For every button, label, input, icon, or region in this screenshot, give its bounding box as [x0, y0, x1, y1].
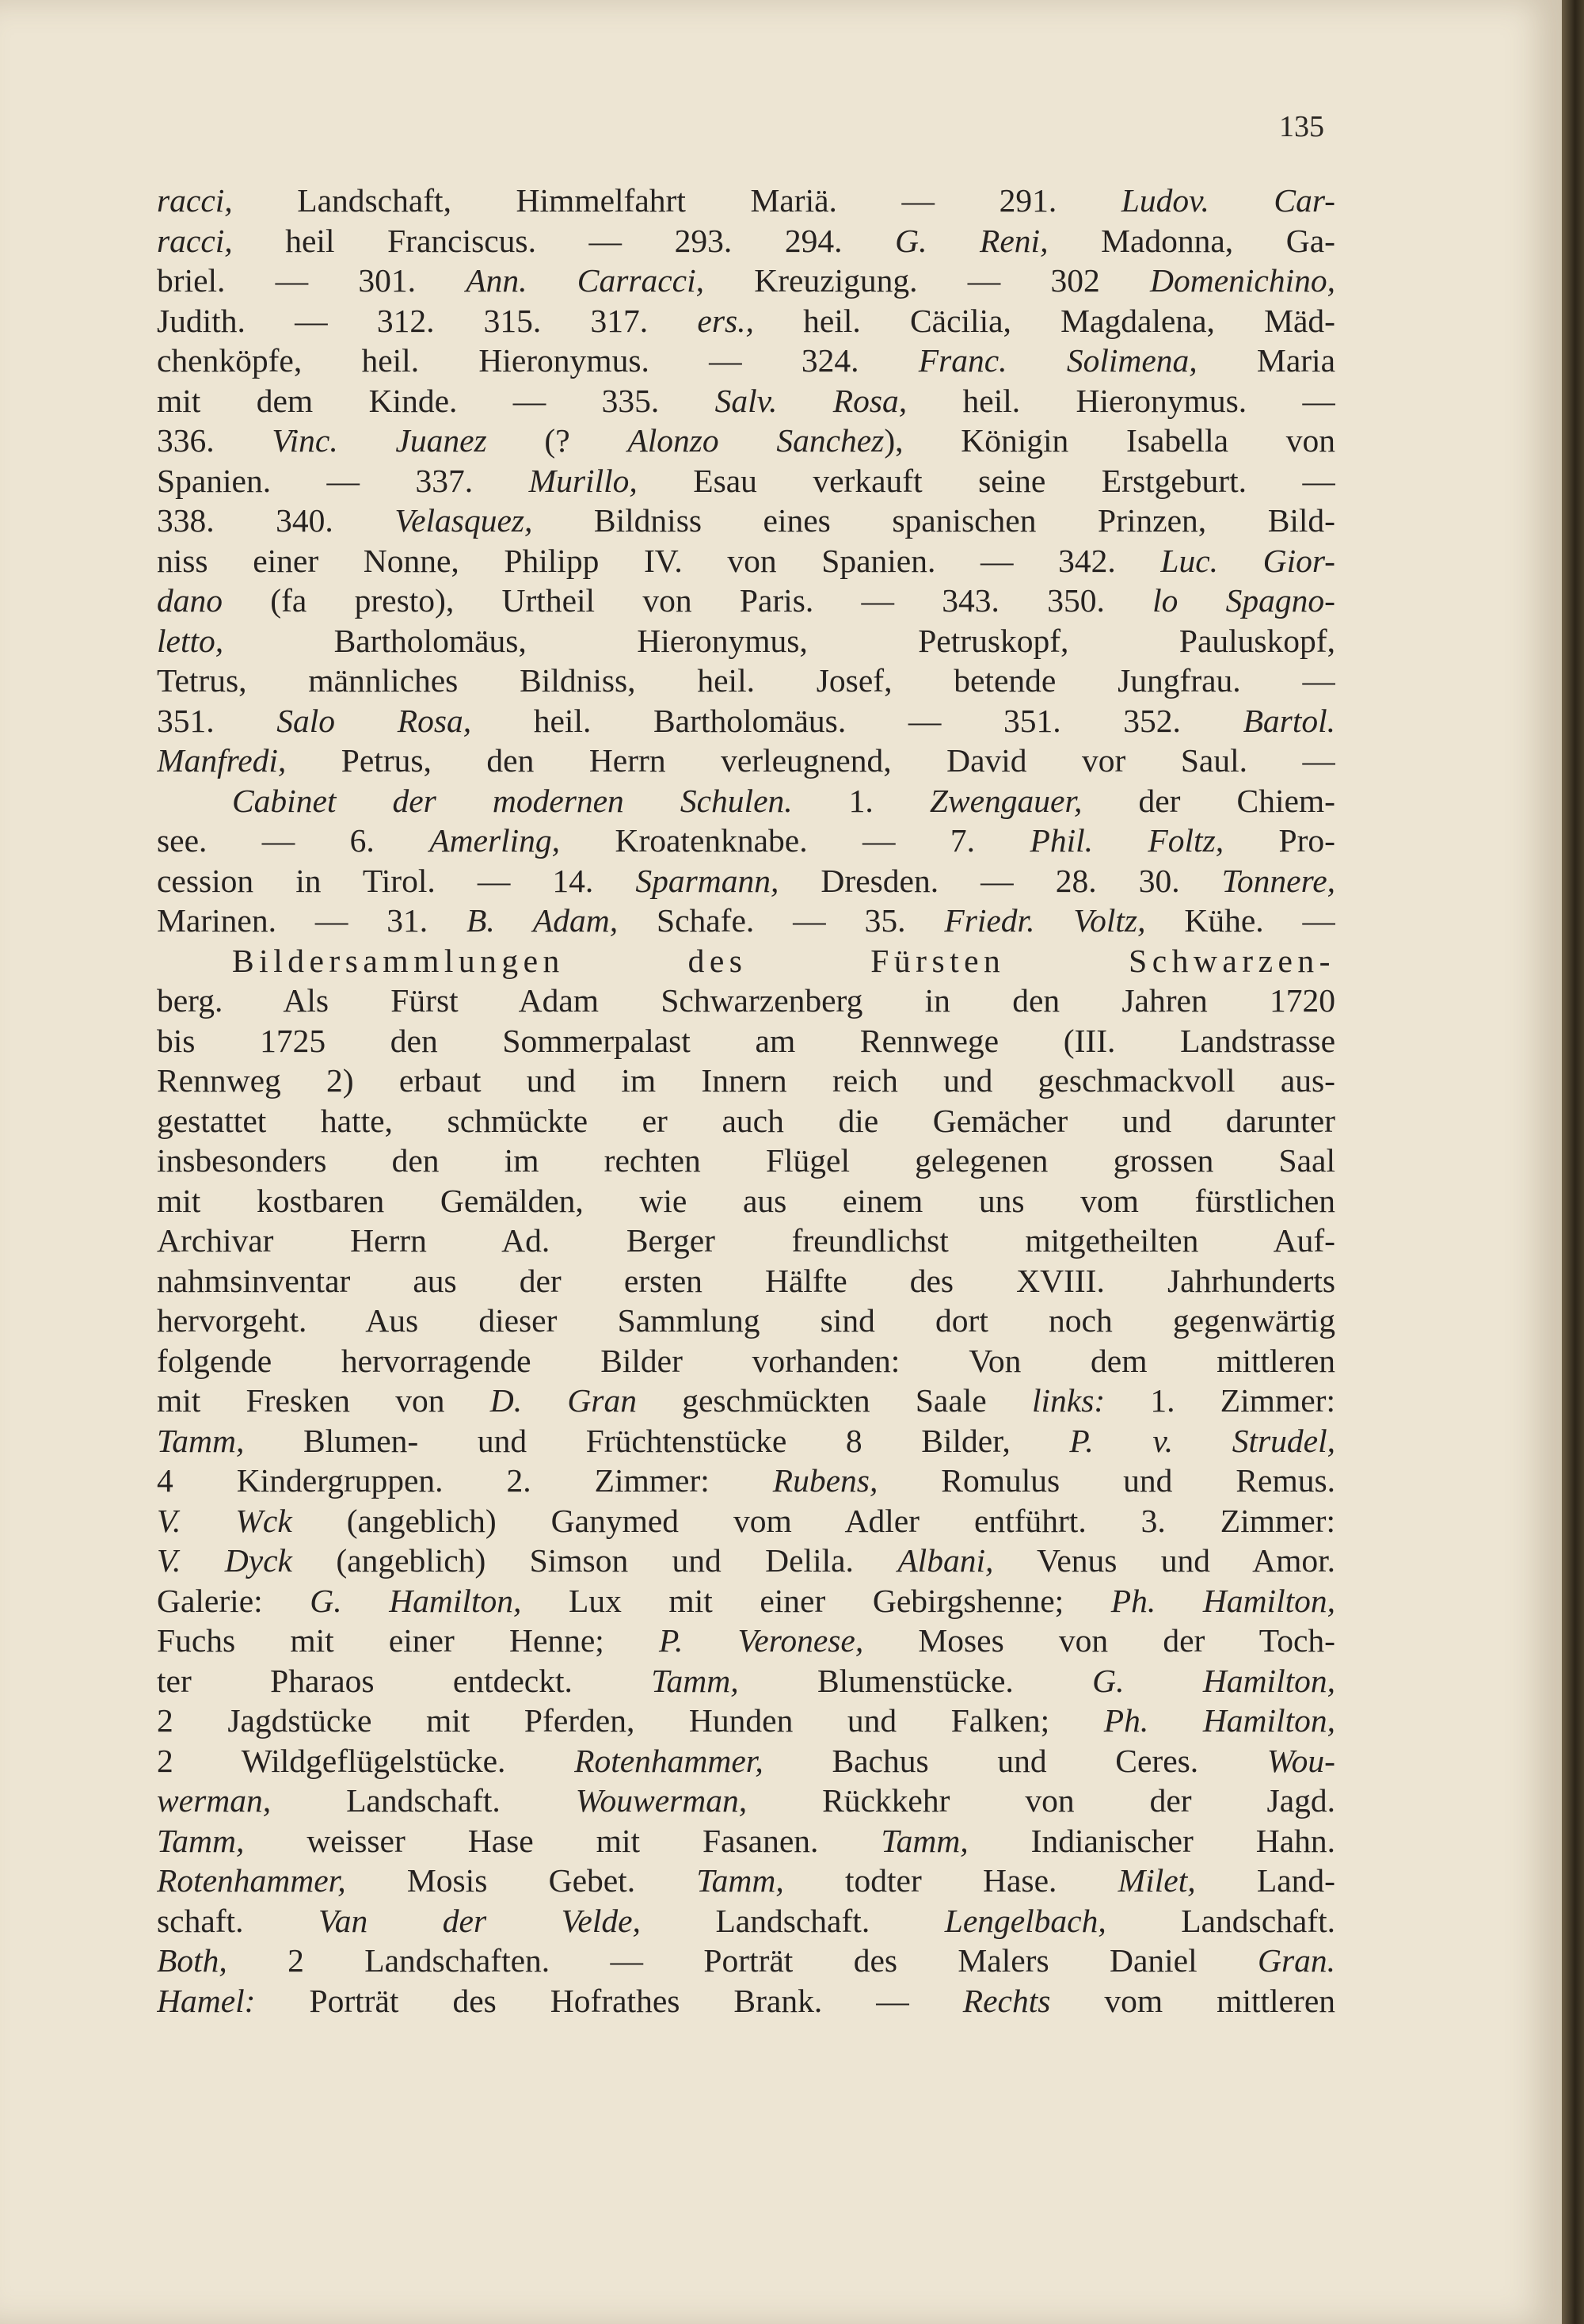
- text-line: [157, 701, 1335, 741]
- text-run: heil. Hieronymus. —: [907, 382, 1335, 419]
- text-run: Rückkehr von der Jagd.: [747, 1782, 1335, 1819]
- italic-text-run: Manfredi,: [157, 742, 287, 779]
- text-line: [157, 1301, 1335, 1341]
- text-line: [157, 301, 1335, 341]
- text-run: Indianischer Hahn.: [968, 1822, 1335, 1859]
- text-line: [157, 1421, 1335, 1461]
- italic-text-run: Cabinet der modernen Schulen.: [232, 782, 793, 819]
- text-line: [157, 1061, 1335, 1101]
- text-run: Fuchs mit einer Henne;: [157, 1622, 659, 1659]
- text-run: insbesonders den im rechten Flügel gelegenen grossen Saal: [157, 1142, 1335, 1179]
- text-line: [157, 741, 1335, 781]
- italic-text-run: Amerling,: [429, 822, 561, 859]
- text-run: 2 Landschaften. — Porträt des Malers Daniel: [227, 1942, 1258, 1979]
- italic-text-run: Vinc. Juanez: [272, 422, 487, 459]
- text-run: ter Pharaos entdeckt.: [157, 1662, 652, 1699]
- text-run: 2 Wildgeflügelstücke.: [157, 1742, 575, 1779]
- italic-text-run: Ph. Hamilton,: [1110, 1582, 1335, 1619]
- text-run: 1.: [792, 782, 930, 819]
- italic-text-run: Hamel:: [157, 1982, 256, 2019]
- page-number: 135: [1279, 110, 1324, 143]
- italic-text-run: letto,: [157, 622, 224, 659]
- text-run: 336.: [157, 422, 272, 459]
- text-run: bis 1725 den Sommerpalast am Rennwege (III. Landstrasse: [157, 1022, 1335, 1059]
- text-line: [157, 381, 1335, 421]
- text-run: 2 Jagdstücke mit Pferden, Hunden und Falken;: [157, 1702, 1104, 1739]
- italic-text-run: Ann. Carracci,: [466, 262, 704, 299]
- text-line: [157, 661, 1335, 701]
- italic-text-run: Franc. Solimena,: [918, 342, 1198, 379]
- text-line: [157, 1381, 1335, 1421]
- text-run: heil Franciscus. — 293. 294.: [232, 222, 896, 259]
- italic-text-run: Friedr. Voltz,: [944, 902, 1146, 939]
- section-heading-line: [157, 941, 1335, 981]
- italic-text-run: Tamm,: [157, 1422, 245, 1459]
- text-run: hervorgeht. Aus dieser Sammlung sind dort noch gegenwärtig: [157, 1302, 1335, 1339]
- text-line: [157, 1261, 1335, 1301]
- text-run: 1. Zimmer:: [1105, 1382, 1335, 1419]
- italic-text-run: G. Reni,: [895, 222, 1049, 259]
- italic-text-run: werman,: [157, 1782, 272, 1819]
- italic-text-run: V. Dyck: [157, 1542, 292, 1579]
- text-run: vom mittleren: [1050, 1982, 1335, 2019]
- text-line: [157, 901, 1335, 941]
- text-run: 4 Kindergruppen. 2. Zimmer:: [157, 1462, 773, 1499]
- text-run: Romulus und Remus.: [878, 1462, 1335, 1499]
- text-run: mit kostbaren Gemälden, wie aus einem uns vom fürstlichen: [157, 1182, 1335, 1219]
- italic-text-run: Zwengauer,: [929, 782, 1083, 819]
- text-run: Rennweg 2) erbaut und im Innern reich und geschmackvoll aus-: [157, 1062, 1335, 1099]
- text-line: [157, 1741, 1335, 1781]
- text-run: (angeblich) Simson und Delila.: [291, 1542, 898, 1579]
- text-line: [157, 581, 1335, 621]
- text-run: geschmückten Saale: [636, 1382, 1032, 1419]
- text-run: Landschaft.: [1106, 1902, 1335, 1939]
- italic-text-run: Murillo,: [528, 462, 638, 499]
- italic-text-run: Salo Rosa,: [276, 702, 472, 739]
- text-run: Bildniss eines spanischen Prinzen, Bild-: [532, 502, 1335, 539]
- italic-text-run: Rotenhammer,: [574, 1742, 763, 1779]
- text-run: Landschaft.: [271, 1782, 576, 1819]
- text-run: Maria: [1197, 342, 1335, 379]
- text-run: Tetrus, männliches Bildniss, heil. Josef, betende Jungfrau. —: [157, 662, 1335, 699]
- text-run: mit Fresken von: [157, 1382, 490, 1419]
- italic-text-run: D. Gran: [489, 1382, 637, 1419]
- italic-text-run: dano: [157, 582, 223, 619]
- text-run: 351.: [157, 702, 277, 739]
- text-run: (?: [486, 422, 628, 459]
- text-run: mit dem Kinde. — 335.: [157, 382, 715, 419]
- text-run: see. — 6.: [157, 822, 430, 859]
- text-line: [157, 1941, 1335, 1981]
- italic-text-run: Wouwerman,: [575, 1782, 748, 1819]
- italic-text-run: G. Hamilton,: [310, 1582, 522, 1619]
- text-run: Marinen. — 31.: [157, 902, 467, 939]
- text-run: (fa presto), Urtheil von Paris. — 343. 350.: [223, 582, 1153, 619]
- text-run: folgende hervorragende Bilder vorhanden: Von dem mittleren: [157, 1342, 1335, 1379]
- text-line: [157, 541, 1335, 581]
- italic-text-run: Ludov. Car-: [1121, 182, 1335, 219]
- text-line: [157, 1981, 1335, 2021]
- text-line: [157, 1661, 1335, 1701]
- text-run: Petrus, den Herrn verleugnend, David vor Saul. —: [286, 742, 1335, 779]
- text-line: [157, 461, 1335, 501]
- italic-text-run: Luc. Gior-: [1160, 542, 1335, 579]
- italic-text-run: G. Hamilton,: [1092, 1662, 1335, 1699]
- italic-text-run: Tamm,: [696, 1862, 784, 1899]
- text-run: Kreuzigung. — 302: [704, 262, 1151, 299]
- text-run: Galerie:: [157, 1582, 310, 1619]
- text-run: briel. — 301.: [157, 262, 466, 299]
- italic-text-run: Bartol.: [1243, 702, 1335, 739]
- text-line: [157, 1621, 1335, 1661]
- text-run: Archivar Herrn Ad. Berger freundlichst mitgetheilten Auf-: [157, 1222, 1335, 1259]
- text-line: [157, 1461, 1335, 1501]
- italic-text-run: V. Wck: [157, 1502, 292, 1539]
- italic-text-run: Alonzo Sanchez: [627, 422, 885, 459]
- text-line: [157, 861, 1335, 901]
- text-line: [157, 1501, 1335, 1541]
- text-line: [157, 981, 1335, 1021]
- text-line: [157, 421, 1335, 461]
- text-run: Madonna, Ga-: [1048, 222, 1335, 259]
- text-run: nahmsinventar aus der ersten Hälfte des XVIII. Jahrhunderts: [157, 1262, 1335, 1299]
- text-run: Mosis Gebet.: [345, 1862, 697, 1899]
- italic-text-run: ers.,: [697, 302, 754, 339]
- text-run: niss einer Nonne, Philipp IV. von Spanien. — 342.: [157, 542, 1161, 579]
- italic-text-run: Tamm,: [881, 1822, 969, 1859]
- text-run: Kühe. —: [1145, 902, 1335, 939]
- text-line: [157, 621, 1335, 661]
- text-run: Landschaft, Himmelfahrt Mariä. — 291.: [232, 182, 1121, 219]
- text-run: todter Hase.: [783, 1862, 1118, 1899]
- italic-text-run: Wou-: [1266, 1742, 1335, 1779]
- text-run: schaft.: [157, 1902, 319, 1939]
- text-run: ), Königin Isabella von: [884, 422, 1335, 459]
- italic-text-run: Lengelbach,: [944, 1902, 1106, 1939]
- italic-text-run: Velasquez,: [394, 502, 533, 539]
- text-run: Bildersammlungen des Fürsten Schwarzen-: [232, 942, 1335, 979]
- text-run: Spanien. — 337.: [157, 462, 529, 499]
- text-run: 338. 340.: [157, 502, 395, 539]
- italic-text-run: racci,: [157, 222, 233, 259]
- italic-text-run: Tamm,: [651, 1662, 739, 1699]
- text-line: [157, 1541, 1335, 1581]
- text-run: Esau verkauft seine Erstgeburt. —: [637, 462, 1335, 499]
- text-run: Bartholomäus, Hieronymus, Petruskopf, Pauluskopf,: [223, 622, 1335, 659]
- italic-text-run: racci,: [157, 182, 233, 219]
- text-line: [157, 1341, 1335, 1381]
- text-run: Dresden. — 28. 30.: [779, 862, 1222, 899]
- italic-text-run: Gran.: [1258, 1942, 1335, 1979]
- text-line: [157, 181, 1335, 221]
- text-line: [157, 1781, 1335, 1821]
- italic-text-run: Sparmann,: [635, 862, 779, 899]
- italic-text-run: lo Spagno-: [1152, 582, 1335, 619]
- text-run: Pro-: [1224, 822, 1335, 859]
- italic-text-run: Domenichino,: [1150, 262, 1335, 299]
- text-run: Lux mit einer Gebirgshenne;: [521, 1582, 1111, 1619]
- text-line: [157, 261, 1335, 301]
- text-run: heil. Cäcilia, Magdalena, Mäd-: [753, 302, 1335, 339]
- text-line: [157, 1861, 1335, 1901]
- text-run: heil. Bartholomäus. — 351. 352.: [471, 702, 1243, 739]
- italic-text-run: Rubens,: [772, 1462, 878, 1499]
- section-heading-line: [157, 781, 1335, 821]
- text-run: (angeblich) Ganymed vom Adler entführt. 3. Zimmer:: [291, 1502, 1335, 1539]
- italic-text-run: Milet,: [1118, 1862, 1196, 1899]
- text-run: Blumenstücke.: [738, 1662, 1093, 1699]
- italic-text-run: Rechts: [962, 1982, 1051, 2019]
- text-line: [157, 1141, 1335, 1181]
- text-run: der Chiem-: [1082, 782, 1335, 819]
- body-text: [157, 181, 1335, 2021]
- text-line: [157, 1021, 1335, 1061]
- text-line: [157, 821, 1335, 861]
- text-run: weisser Hase mit Fasanen.: [244, 1822, 881, 1859]
- text-line: [157, 1701, 1335, 1741]
- italic-text-run: Tonnere,: [1221, 862, 1335, 899]
- text-run: Moses von der Toch-: [863, 1622, 1335, 1659]
- text-line: [157, 501, 1335, 541]
- italic-text-run: Phil. Foltz,: [1030, 822, 1224, 859]
- italic-text-run: Rotenhammer,: [157, 1862, 346, 1899]
- text-run: Bachus und Ceres.: [763, 1742, 1267, 1779]
- text-run: Schafe. — 35.: [618, 902, 945, 939]
- italic-text-run: Albani,: [897, 1542, 994, 1579]
- italic-text-run: Salv. Rosa,: [714, 382, 908, 419]
- italic-text-run: Both,: [157, 1942, 227, 1979]
- text-line: [157, 1821, 1335, 1861]
- text-run: Landschaft.: [640, 1902, 945, 1939]
- text-line: [157, 1901, 1335, 1941]
- text-run: Venus und Amor.: [993, 1542, 1335, 1579]
- text-run: Blumen- und Früchtenstücke 8 Bilder,: [244, 1422, 1070, 1459]
- text-run: berg. Als Fürst Adam Schwarzenberg in den Jahren 1720: [157, 982, 1335, 1019]
- text-run: gestattet hatte, schmückte er auch die Gemächer und darunter: [157, 1102, 1335, 1139]
- italic-text-run: Van der Velde,: [318, 1902, 641, 1939]
- italic-text-run: Tamm,: [157, 1822, 245, 1859]
- italic-text-run: P. v. Strudel,: [1069, 1422, 1335, 1459]
- italic-text-run: P. Veronese,: [659, 1622, 864, 1659]
- text-run: Porträt des Hofrathes Brank. —: [255, 1982, 963, 2019]
- text-run: Kroatenknabe. — 7.: [560, 822, 1030, 859]
- text-line: [157, 1581, 1335, 1621]
- text-run: Land-: [1195, 1862, 1335, 1899]
- text-line: [157, 341, 1335, 381]
- book-spine-shadow: [1562, 0, 1584, 2324]
- text-run: chenköpfe, heil. Hieronymus. — 324.: [157, 342, 919, 379]
- text-run: cession in Tirol. — 14.: [157, 862, 636, 899]
- italic-text-run: links:: [1031, 1382, 1106, 1419]
- italic-text-run: B. Adam,: [466, 902, 619, 939]
- italic-text-run: Ph. Hamilton,: [1103, 1702, 1335, 1739]
- text-line: [157, 1101, 1335, 1141]
- text-line: [157, 221, 1335, 261]
- text-run: Judith. — 312. 315. 317.: [157, 302, 698, 339]
- text-line: [157, 1221, 1335, 1261]
- text-line: [157, 1181, 1335, 1221]
